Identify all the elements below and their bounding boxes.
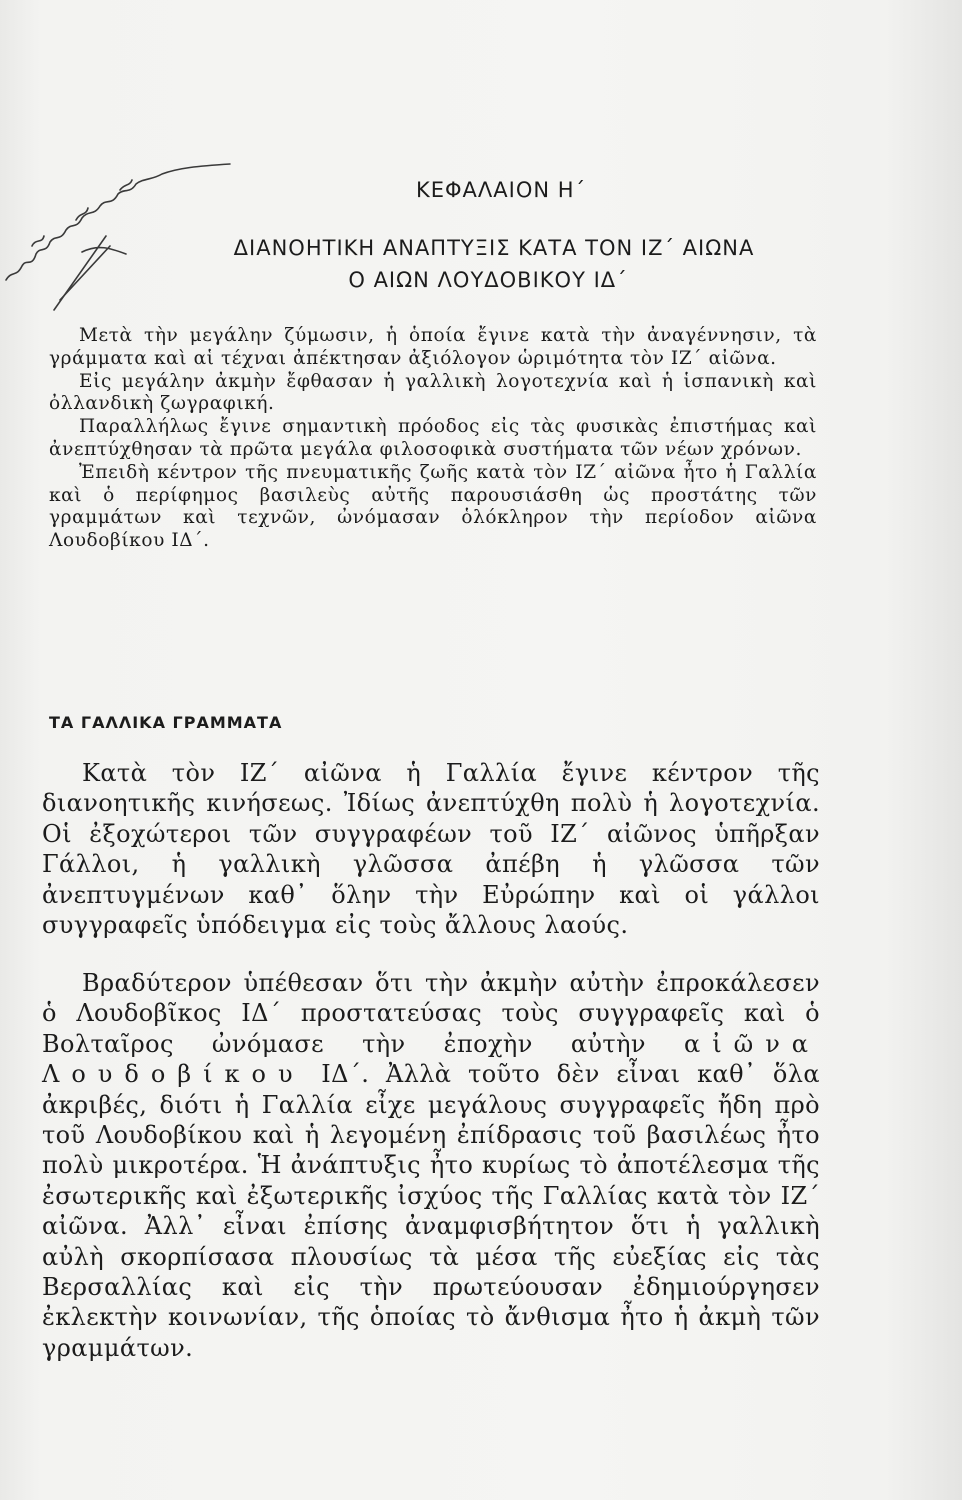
section-heading: ΤΑ ΓΑΛΛΙΚΑ ΓΡΑΜΜΑΤΑ — [49, 713, 283, 732]
handwritten-margin-annotation — [2, 150, 242, 320]
intro-paragraph: Ἐπειδὴ κέντρον τῆς πνευματικῆς ζωῆς κατὰ τὸν ΙΖ΄ αἰῶνα ἦτο ἡ Γαλλία καὶ ὁ περίφημος βασιλεὺς αὐτῆς παρουσιάσθη ὡς προστάτης τῶν γραμμάτων καὶ τεχνῶν, ὠνόμασαν ὁλόκληρον τὴν περίοδον αἰῶνα Λουδοβίκου ΙΔ΄. — [49, 461, 817, 552]
paragraph-text: ΙΔ΄. Ἀλλὰ τοῦτο δὲν εἶναι καθ᾿ ὅλα ἀκριβές, διότι ἡ Γαλλία εἶχε μεγάλους συγγραφεῖς ἤδη πρὸ τοῦ Λουδοβίκου καὶ ἡ λεγομένη ἐπίδρασις τοῦ βασιλέως ἦτο πολὺ μικροτέρα. Ἡ ἀνάπτυξις ἦτο κυρίως τὸ ἀποτέλεσμα τῆς ἐσωτερικῆς καὶ ἐξωτερικῆς ἰσχύος τῆς Γαλλίας κατὰ τὸν ΙΖ΄ αἰῶνα. Ἀλλ᾿ εἶναι ἐπίσης ἀναμφισβήτητον ὅτι ἡ γαλλικὴ αὐλὴ σκορπίσασα πλουσίως τὰ μέσα τῆς εὐεξίας εἰς τὰς Βερσαλλίας καὶ εἰς τὴν πρωτεύουσαν ἐδημιούργησεν ἐκλεκτὴν κοινωνίαν, τῆς ὁποίας τὸ ἄνθισμα ἦτο ἡ ἀκμὴ τῶν γραμμάτων. — [42, 1060, 820, 1362]
chapter-subtitle-line2: Ο ΑΙΩΝ ΛΟΥΔΟΒΙΚΟΥ ΙΔ΄ — [348, 268, 628, 292]
intro-paragraph: Παραλλήλως ἔγινε σημαντικὴ πρόοδος εἰς τὰς φυσικὰς ἐπιστήμας καὶ ἀνεπτύχθησαν τὰ πρῶτα μεγάλα φιλοσοφικὰ συστήματα τῶν νέων χρόνων. — [49, 416, 817, 460]
intro-paragraph: Μετὰ τὴν μεγάλην ζύμωσιν, ἡ ὁποία ἔγινε κατὰ τὴν ἀναγέννησιν, τὰ γράμματα καὶ αἱ τέχναι ἀπέκτησαν ἀξιόλογον ὡριμότητα τὸν ΙΖ΄ αἰῶνα. — [49, 325, 817, 369]
section-text-block-1 — [42, 758, 820, 940]
emphasized-spaced-text: αἰῶνα Λουδοβίκου — [42, 1029, 820, 1089]
chapter-title: ΚΕΦΑΛΑΙΟΝ Η΄ — [415, 178, 587, 202]
chapter-subtitle-line1: ΔΙΑΝΟΗΤΙΚΗ ΑΝΑΠΤΥΞΙΣ ΚΑΤΑ ΤΟΝ ΙΖ΄ ΑΙΩΝΑ — [233, 236, 755, 260]
section-text-block-2 — [42, 968, 820, 1363]
intro-paragraph: Εἰς μεγάλην ἀκμὴν ἔφθασαν ἡ γαλλικὴ λογοτεχνία καὶ ἡ ἱσπανικὴ καὶ ὀλλανδικὴ ζωγραφική. — [49, 370, 817, 415]
intro-text-block — [49, 325, 817, 553]
paragraph-text: Βραδύτερον ὑπέθεσαν ὅτι τὴν ἀκμὴν αὐτὴν ἐπροκάλεσεν ὁ Λουδοβῖκος ΙΔ΄ προστατεύσας τοὺς συγγραφεῖς καὶ ὁ Βολταῖρος ὠνόμασε τὴν ἐποχὴν αὐτὴν — [42, 969, 820, 1058]
section-paragraph-2 — [42, 968, 820, 1363]
section-paragraph: Κατὰ τὸν ΙΖ΄ αἰῶνα ἡ Γαλλία ἔγινε κέντρον τῆς διανοητικῆς κινήσεως. Ἰδίως ἀνεπτύχθη πολὺ ἡ λογοτεχνία. Οἱ ἐξοχώτεροι τῶν συγγραφέων τοῦ ΙΖ΄ αἰῶνος ὑπῆρξαν Γάλλοι, ἡ γαλλικὴ γλῶσσα ἀπέβη ἡ γλῶσσα τῶν ἀνεπτυγμένων καθ᾿ ὅλην τὴν Εὐρώπην καὶ οἱ γάλλοι συγγραφεῖς ὑπόδειγμα εἰς τοὺς ἄλλους λαούς. — [42, 759, 820, 940]
